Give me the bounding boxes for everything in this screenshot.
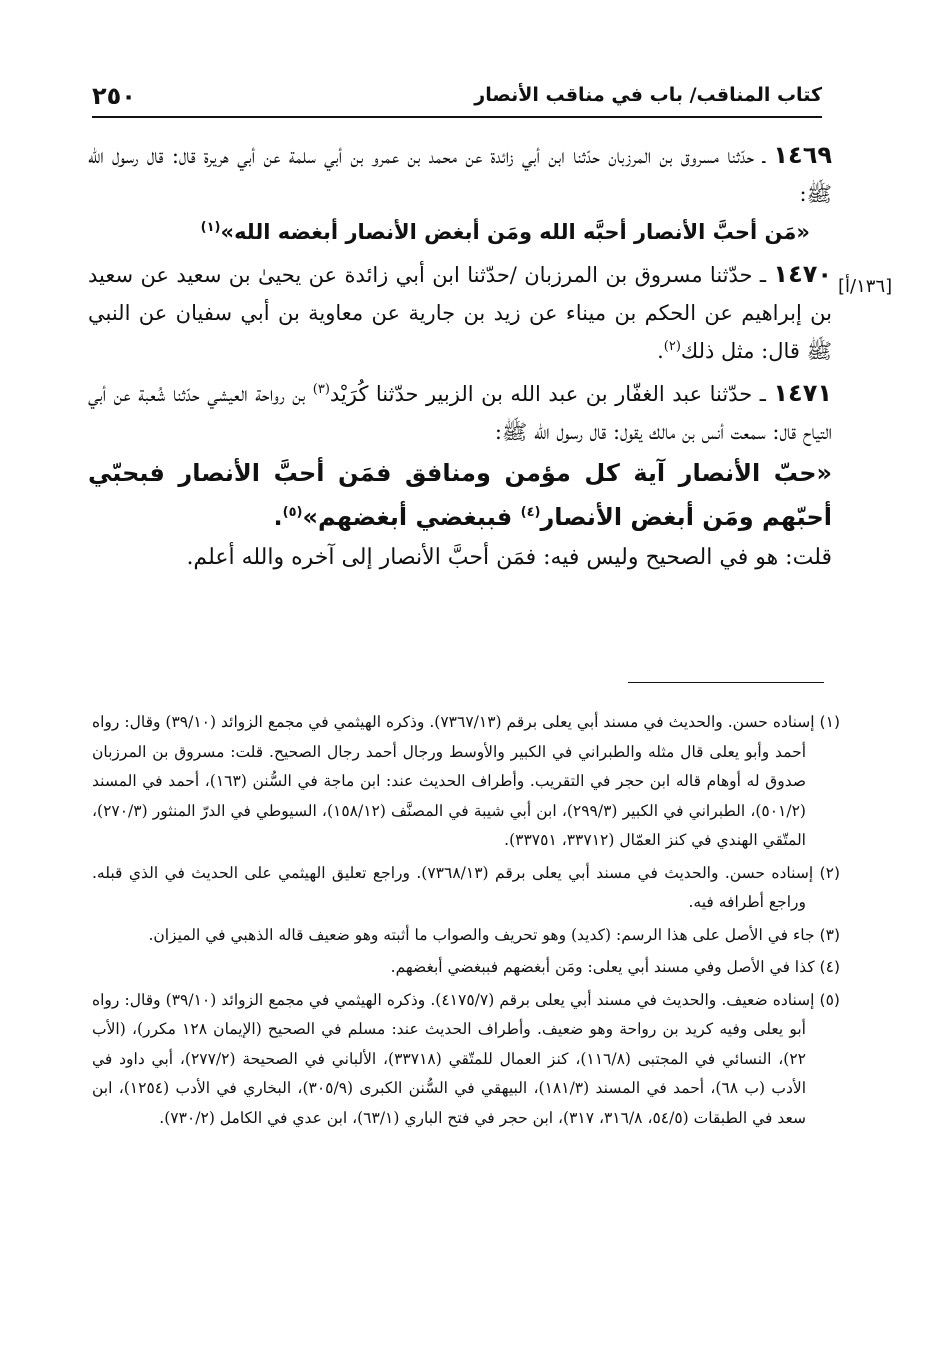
hadith-1470: ١٤٧٠ ـ حدّثنا مسروق بن المرزبان /حدّثنا ابن أبي زائدة عن يحيىٰ بن سعيد عن سعيد بن إبراهيم عن الحكم بن ميناء عن زيد بن جارية عن معاوية بن أبي سفيان عن النبي ﷺ قال: مثل ذلك$^{(٢)}$. [88, 260, 833, 363]
footnote-text: إسناده ضعيف. والحديث في مسند أبي يعلى برقم (٤١٧٥/٧). وذكره الهيثمي في مجمع الزوائد (٣٩/١٠) وقال: رواه أبو يعلى وفيه كريد بن رواحة وهو ضعيف. وأطراف الحديث عند: مسلم في الصحيح (الإيمان ١٢٨ مكرر)، (الأب ٢٢)، النسائي في المجتبى (١١٦/٨)، كنز العمال للمتّقي (٣٣٧١٨)، الألباني في الصحيحة (٢٧٧/٢)، أبي داود في الأدب (ب ٦٨)، أحمد في المسند (١٨١/٣)، البيهقي في السُّنن الكبرى (٣٠٥/٩)، البخاري في الأدب (١٢٥٤)، ابن سعد في الطبقات (٥٤/٥، ٣١٦/٨، ٣١٧)، ابن حجر في فتح الباري (٦٣/١)، ابن عدي في الكامل (٧٣٠/٢). [92, 990, 815, 1127]
hadith-isnad-continued: بن رواحة العيشي حدّثنا شُعبة عن أبي التياح قال: سمعت أنس بن مالك يقول: قال رسول الله ﷺ: [88, 382, 832, 444]
footnote-number: (٣) [819, 925, 840, 944]
footnote-number: (٤) [819, 958, 840, 976]
footnote-ref: (١) [200, 220, 221, 235]
footnote-text: كذا في الأصل وفي مسند أبي يعلى: ومَن أبغضهم فببغضي أبغضهم. [390, 958, 815, 976]
hadith-number: ١٤٧١ [773, 379, 832, 407]
footnote [92, 859, 840, 918]
footnote-ref: (٣) [312, 382, 330, 397]
footnote-text: إسناده حسن. والحديث في مسند أبي يعلى برقم (٧٣٦٧/١٣). وذكره الهيثمي في مجمع الزوائد (٣٩/١٠) وقال: رواه أحمد وأبو يعلى قال مثله والطبراني في الكبير والأوسط ورجال أحمد رجال الصحيح. قلت: مسروق بن المرزبان صدوق له أوهام قاله ابن حجر في التقريب. وأطراف الحديث عند: ابن ماجة في السُّنن (١٦٣)، أحمد في المسند (٥٠١/٢)، الطبراني في الكبير (٢٩٩/٣)، ابن أبي شيبة في المصنَّف (١٥٨/١٢)، السيوطي في الدرّ المنثور (٢٧٠/٣)، المتّقي الهندي في كنز العمّال (٣٣٧١٢، ٣٣٧٥١). [92, 713, 815, 849]
footnote-ref: (٢) [663, 339, 681, 354]
footnote-number: (١) [819, 713, 840, 731]
hadith-isnad: ـ حدّثنا مسروق بن المرزبان /حدّثنا ابن أبي زائدة عن يحيىٰ بن سعيد عن سعيد بن إبراهيم عن الحكم بن ميناء عن زيد بن جارية عن معاوية بن أبي سفيان عن النبي ﷺ قال: مثل ذلك [88, 263, 832, 363]
footnote [92, 986, 840, 1134]
hadith-matn: «حبّ الأنصار آية كل مؤمن ومنافق فمَن أحبَّ الأنصار فبحبّي أحبّهم ومَن أبغض الأنصار [88, 459, 832, 531]
hadith-number: ١٤٦٩ [773, 141, 832, 169]
footnote-number: (٢) [819, 863, 840, 882]
hadith-number: ١٤٧٠ [773, 260, 833, 288]
main-text [88, 136, 832, 577]
hadith-isnad: ـ حدّثنا عبد الغفّار بن عبد الله بن الزبير حدّثنا كُرَيْد [329, 382, 766, 406]
footnotes [92, 708, 840, 1136]
manuscript-folio-ref: [١٣٦/أ] [838, 276, 893, 297]
footnote-text: جاء في الأصل على هذا الرسم: (كديد) وهو تحريف والصواب ما أثبته وهو ضعيف قاله الذهبي في الميزان. [148, 925, 815, 944]
footnote [92, 921, 840, 951]
page-number: ٢٥٠ [92, 82, 136, 110]
author-comment: قلت: هو في الصحيح وليس فيه: فمَن أحبَّ الأنصار إلى آخره والله أعلم. [186, 545, 832, 570]
footnote-ref: (٥) [282, 505, 303, 520]
running-title: كتاب المناقب/ باب في مناقب الأنصار [474, 84, 822, 106]
footnote-number: (٥) [819, 990, 840, 1009]
footnote-text: إسناده حسن. والحديث في مسند أبي يعلى برقم (٧٣٦٨/١٣). وراجع تعليق الهيثمي على الحديث في الذي قبله. وراجع أطرافه فيه. [92, 863, 814, 911]
footnote [92, 708, 840, 856]
hadith-isnad: ـ حدّثنا مسروق بن المرزبان حدّثنا ابن أبي زائدة عن محمد بن عمرو بن أبي سلمة عن أبي هريرة قال: قال رسول الله ﷺ: [88, 144, 832, 206]
hadith-1471: ١٤٧١ ـ حدّثنا عبد الغفّار بن عبد الله بن الزبير حدّثنا كُرَيْد$^{(٣)}$ بن رواحة العيشي حدّثنا شُعبة عن أبي التياح قال: سمعت أنس بن مالك يقول: قال رسول الله ﷺ: «حبّ الأنصار آية كل مؤمن ومنافق فمَن أحبَّ الأنصار فبحبّي أحبّهم ومَن أبغض الأنصار$^{(٤)}$ فببغضي أبغضهم»$^{(٥)}$. [88, 379, 832, 531]
footnote-ref: (٤) [520, 505, 541, 520]
footnote-separator [628, 682, 824, 683]
page-header [92, 80, 822, 118]
footnote [92, 953, 840, 983]
hadith-matn: «مَن أحبَّ الأنصار أحبَّه الله ومَن أبغض الأنصار أبغضه الله» [220, 220, 810, 244]
hadith-matn-continued: فببغضي أبغضهم» [302, 503, 513, 531]
hadith-1469 [88, 136, 832, 251]
